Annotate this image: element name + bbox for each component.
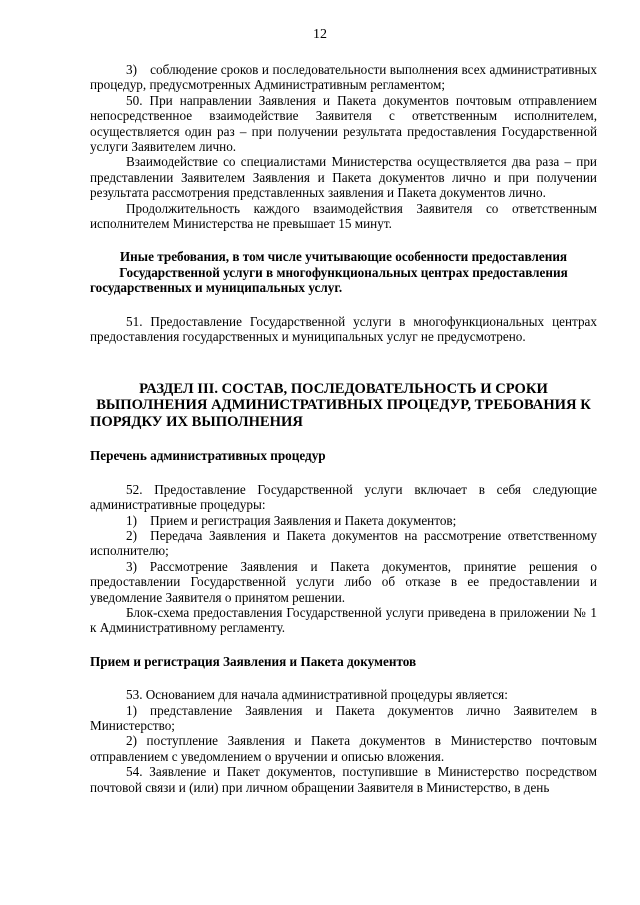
- paragraph-54: 54. Заявление и Пакет документов, поступившие в Министерство посредством почтовой связи и (или) при личном обращении Заявителя в Министерство, в день: [90, 764, 597, 795]
- basis-item-1: 1) представление Заявления и Пакета документов лично Заявителем в Министерство;: [90, 702, 597, 733]
- paragraph-51: 51. Предоставление Государственной услуги в многофункциональных центрах предоставления государственных и муниципальных услуг не предусмотрено.: [90, 313, 597, 345]
- paragraph-52: 52. Предоставление Государственной услуги включает в себя следующие административные процедуры:: [90, 481, 597, 513]
- heading-reception: Прием и регистрация Заявления и Пакета документов: [90, 653, 417, 669]
- heading-other-requirements: Иные требования, в том числе учитывающие особенности предоставления Государственной услуги в многофункциональных центрах предоставления государственных и муниципальных услуг.: [90, 249, 568, 296]
- procedure-item-3: 3) Рассмотрение Заявления и Пакета документов, принятие решения о предоставлении Государственной услуги либо об отказе в ее предоставлении и уведомление Заявителя о принятом решении.: [90, 558, 597, 605]
- paragraph-block-scheme: Блок-схема предоставления Государственной услуги приведена в приложении № 1 к Административному регламенту.: [90, 604, 597, 636]
- page-number: 12: [313, 27, 327, 42]
- section-title: РАЗДЕЛ III. СОСТАВ, ПОСЛЕДОВАТЕЛЬНОСТЬ И СРОКИ ВЫПОЛНЕНИЯ АДМИНИСТРАТИВНЫХ ПРОЦЕДУР, ТРЕБОВАНИЯ К ПОРЯДКУ ИХ ВЫПОЛНЕНИЯ: [90, 380, 591, 430]
- paragraph-50: 50. При направлении Заявления и Пакета документов почтовым отправлением непосредственное взаимодействие Заявителя с ответственным исполнителем, осуществляется один раз – при получении результата предоставления Государственной услуги Заявителем лично.: [90, 92, 597, 155]
- paragraph-duration: Продолжительность каждого взаимодействия Заявителя со ответственным исполнителем Министерства не превышает 15 минут.: [90, 200, 597, 232]
- paragraph-53: 53. Основанием для начала административной процедуры является:: [126, 687, 508, 703]
- procedure-item-2: 2) Передача Заявления и Пакета документов на рассмотрение ответственному исполнителю;: [90, 527, 597, 559]
- document-body: [90, 62, 597, 795]
- paragraph-interaction: Взаимодействие со специалистами Министерства осуществляется два раза – при представлении Заявителем Заявления и Пакета документов лично и при получении результата рассмотрения представленных заявления и Пакета документов лично.: [90, 154, 597, 201]
- basis-item-2: 2) поступление Заявления и Пакета документов в Министерство почтовым отправлением с уведомлением о вручении и описью вложения.: [90, 733, 597, 764]
- paragraph-item-3: 3) соблюдение сроков и последовательности выполнения всех административных процедур, предусмотренных Административным регламентом;: [90, 62, 597, 93]
- procedure-item-1: 1) Прием и регистрация Заявления и Пакета документов;: [126, 512, 457, 528]
- heading-procedures-list: Перечень административных процедур: [90, 448, 326, 464]
